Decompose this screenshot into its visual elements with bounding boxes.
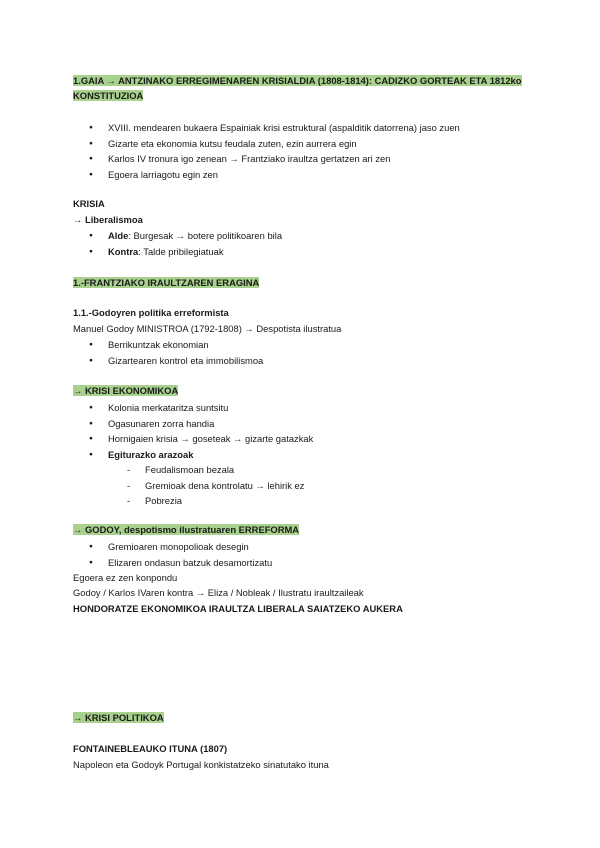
list-item: ● XVIII. mendearen bukaera Espainiak krisi estruktural (aspalditik datorrena) jaso zuen xyxy=(0,120,460,136)
kontra-key: Kontra xyxy=(108,245,139,257)
list-item: ● Gizartearen kontrol eta immobilismoa xyxy=(0,353,263,369)
hondoratze-line: HONDORATZE EKONOMIKOA IRAULTZA LIBERALA SAIATZEKO AUKERA xyxy=(73,603,403,614)
section-heading-godoy-erreforma: → GODOY, despotismo ilustratuaren ERREFORMA xyxy=(73,524,300,535)
list-item: ● Gremioaren monopolioak desegin xyxy=(0,539,272,555)
list-item: ● Kolonia merkataritza suntsitu xyxy=(0,400,313,416)
list-item: ● Berrikuntzak ekonomian xyxy=(0,337,263,353)
list-item: ● Egiturazko arazoak xyxy=(0,447,313,463)
section-heading-krisi-politikoa: → KRISI POLITIKOA xyxy=(73,712,164,723)
fontainebleau-heading: FONTAINEBLEAUKO ITUNA (1807) xyxy=(73,743,228,754)
subsection-godoy-politika: 1.1.-Godoyren politika erreformista xyxy=(73,307,229,318)
list-item xyxy=(0,244,282,260)
krisia-bullet-list xyxy=(0,228,282,259)
godoy-kontra-line: Godoy / Karlos IVaren kontra → Eliza / Nobleak / Ilustratu iraultzaileak xyxy=(73,587,364,598)
godoy-bullet-list xyxy=(0,337,263,368)
list-item: ● Ogasunaren zorra handia xyxy=(0,416,313,432)
list-item: - Gremioak dena kontrolatu → lehirik ez xyxy=(0,478,304,494)
ekonomikoa-bullet-list xyxy=(0,400,313,462)
document-title: 1.GAIA → ANTZINAKO ERREGIMENAREN KRISIALDIA (1808-1814): CADIZKO GORTEAK ETA 1812ko KONSTITUZIOA xyxy=(73,75,522,101)
egoera-line: Egoera ez zen konpondu xyxy=(73,572,178,583)
list-item: - Feudalismoan bezala xyxy=(0,462,304,478)
alde-key: Alde xyxy=(108,230,129,241)
list-item: ● Karlos IV tronura igo zenean → Frantziako iraultza gertatzen ari zen xyxy=(0,151,460,167)
list-item: ● Egoera larriagotu egin zen xyxy=(0,167,460,183)
egiturazko-dash-list xyxy=(0,462,304,509)
godoy-ministroa-line: Manuel Godoy MINISTROA (1792-1808) → Despotista ilustratua xyxy=(73,323,342,334)
intro-bullet-list xyxy=(0,120,460,182)
list-item xyxy=(0,228,282,244)
list-item: ● Elizaren ondasun batzuk desamortizatu xyxy=(0,555,272,571)
liberalismoa-label: → Liberalismoa xyxy=(73,214,143,225)
kontra-text: : Talde pribilegiatuak xyxy=(138,245,224,257)
alde-text: : Burgesak → botere politikoaren bila xyxy=(128,230,283,241)
krisia-label: KRISIA xyxy=(73,198,105,209)
section-heading-krisi-ekonomikoa: → KRISI EKONOMIKOA xyxy=(73,385,179,396)
erreforma-bullet-list xyxy=(0,539,272,570)
section-heading-frantziako: 1.-FRANTZIAKO IRAULTZAREN ERAGINA xyxy=(73,277,260,288)
list-item: ● Hornigaien krisia → goseteak → gizarte gatazkak xyxy=(0,431,313,447)
list-item: - Pobrezia xyxy=(0,493,304,509)
list-item: ● Gizarte eta ekonomia kutsu feudala zuten, ezin aurrera egin xyxy=(0,136,460,152)
fontainebleau-line: Napoleon eta Godoyk Portugal konkistatzeko sinatutako ituna xyxy=(73,759,329,770)
